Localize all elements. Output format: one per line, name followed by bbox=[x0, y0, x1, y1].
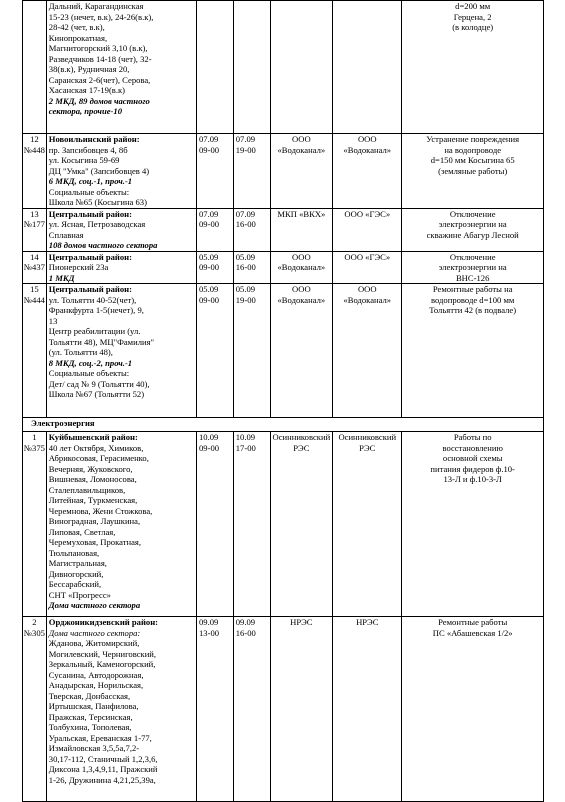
address-line: Диксона 1,3,4,9,11, Пражский bbox=[48, 764, 158, 774]
reason-cell bbox=[402, 617, 544, 802]
address-line: Социальные объекты: bbox=[48, 368, 130, 378]
reason-cell bbox=[402, 251, 544, 284]
address-line: 15-23 (нечет, в.к), 24-26(в.к), bbox=[48, 11, 154, 22]
reason-cell bbox=[402, 134, 544, 209]
table-row bbox=[23, 617, 544, 802]
address-line: сектора, прочие-10 bbox=[48, 106, 122, 116]
end-date: 10.09 bbox=[235, 432, 256, 442]
address-line: 28-42 (чет, в.к), bbox=[48, 22, 105, 32]
end-time: 19-00 bbox=[235, 294, 256, 305]
row-number bbox=[23, 432, 47, 617]
cell-line: 13-Л и ф.10-3-Л bbox=[443, 474, 502, 484]
address-line: Центральный район: bbox=[48, 284, 132, 294]
address-line: Разведчиков 14-18 (чет), 32- bbox=[48, 53, 152, 64]
organization-cell bbox=[333, 1, 402, 134]
address-line: СНТ «Прогресс» bbox=[48, 589, 111, 600]
executor-cell bbox=[270, 251, 333, 284]
cell-line: (земляные работы) bbox=[438, 165, 508, 176]
row-id: №375 bbox=[23, 442, 45, 453]
end-date: 07.09 bbox=[235, 208, 256, 219]
address-line: Толбухина, Тополевая, bbox=[48, 722, 132, 732]
row-number bbox=[23, 134, 47, 209]
address-cell bbox=[46, 1, 196, 134]
organization-cell bbox=[333, 134, 402, 209]
address-line: Тверская, Донбасская, bbox=[48, 690, 131, 701]
address-cell bbox=[46, 208, 196, 251]
address-line: Зеркальный, Каменогорский, bbox=[48, 659, 156, 669]
cell-line: Отключение bbox=[449, 208, 496, 219]
cell-line: Устранение повреждения bbox=[426, 134, 520, 144]
address-line: Вишневая, Ломоносова, bbox=[48, 474, 137, 484]
organization-cell bbox=[333, 432, 402, 617]
address-line: Центральный район: bbox=[48, 251, 132, 262]
address-line: ул. Косыгина 59-69 bbox=[48, 155, 120, 165]
cell-line: Работы по bbox=[453, 432, 492, 442]
cell-line: ООО bbox=[292, 284, 311, 294]
address-line: ул. Тольятти 40-52(чет), bbox=[48, 294, 137, 305]
address-line: Кинопрокатная, bbox=[48, 32, 108, 43]
cell-line: РЭС bbox=[293, 442, 310, 453]
cell-line: ООО bbox=[292, 134, 311, 144]
address-line: 13 bbox=[48, 315, 58, 326]
start-date: 10.09 bbox=[199, 432, 219, 442]
cell-line: Осинниковский bbox=[272, 432, 331, 442]
address-cell bbox=[46, 617, 196, 802]
cell-line: на водопроводе bbox=[444, 144, 502, 155]
address-line: 1-26, Дружинина 4,21,25,39а, bbox=[48, 774, 156, 785]
cell-line: питания фидеров ф.10- bbox=[430, 463, 515, 474]
address-line: Дома частного сектора bbox=[48, 600, 141, 610]
address-line: Литейная, Туркменская, bbox=[48, 495, 138, 505]
organization-cell bbox=[333, 617, 402, 802]
cell-line: Герцена, 2 bbox=[453, 11, 492, 22]
cell-line: Отключение bbox=[449, 251, 496, 262]
address-line: Дальний, Карагандинская bbox=[48, 1, 144, 11]
cell-line: ООО bbox=[357, 134, 377, 144]
address-line: ул. Ясная, Петрозаводская bbox=[48, 219, 146, 229]
address-line: 2 МКД, 89 домов частного bbox=[48, 95, 150, 106]
address-line: Социальные объекты: bbox=[48, 186, 130, 197]
address-line: Сплавная bbox=[48, 229, 84, 240]
organization-cell bbox=[333, 284, 402, 418]
end-datetime bbox=[233, 134, 270, 209]
end-datetime bbox=[233, 284, 270, 418]
end-time: 16-00 bbox=[235, 262, 256, 272]
address-line: 30,17-112, Станичный 1,2,3,6, bbox=[48, 753, 158, 764]
address-line: Куйбышевский район: bbox=[48, 432, 138, 442]
start-time: 13-00 bbox=[199, 627, 220, 638]
row-index: 12 bbox=[30, 134, 39, 144]
address-line: Анадырская, Норильская, bbox=[48, 680, 144, 690]
cell-line: ООО bbox=[292, 251, 311, 262]
cell-line: «Водоканал» bbox=[343, 144, 392, 155]
row-id: №305 bbox=[23, 627, 45, 638]
address-line: Липовая, Светлая, bbox=[48, 526, 116, 537]
table-row bbox=[23, 284, 544, 418]
row-index: 13 bbox=[30, 208, 39, 219]
address-cell bbox=[46, 284, 196, 418]
address-line: Вечерняя, Жуковского, bbox=[48, 463, 133, 474]
table-row bbox=[23, 432, 544, 617]
address-line: Центральный район: bbox=[48, 208, 132, 219]
start-date: 05.09 bbox=[199, 284, 219, 294]
row-id: №437 bbox=[23, 262, 45, 272]
address-line: Пионерский 23а bbox=[48, 262, 109, 272]
address-cell bbox=[46, 251, 196, 284]
cell-line: «Водоканал» bbox=[277, 262, 326, 272]
address-line: Тюльпановая, bbox=[48, 547, 100, 558]
row-number bbox=[23, 617, 47, 802]
address-line: Франкфурта 1-5(нечет), 9, bbox=[48, 305, 144, 315]
row-number bbox=[23, 1, 47, 134]
organization-cell bbox=[333, 251, 402, 284]
start-datetime bbox=[197, 134, 234, 209]
cell-line: НРЭС bbox=[356, 617, 379, 627]
address-line: Измайловская 3,5,5а,7,2- bbox=[48, 743, 140, 753]
row-index: 15 bbox=[30, 284, 39, 294]
executor-cell bbox=[270, 617, 333, 802]
executor-cell bbox=[270, 134, 333, 209]
address-line: Новоильинский район: bbox=[48, 134, 140, 144]
executor-cell bbox=[270, 432, 333, 617]
cell-line: Ремонтные работы на bbox=[432, 284, 513, 294]
cell-line: ООО bbox=[357, 284, 377, 294]
outage-table bbox=[22, 0, 544, 802]
address-line: Черемнова, Жени Стожкова, bbox=[48, 505, 153, 516]
address-line: Виноградная, Лаушкина, bbox=[48, 516, 141, 526]
address-line: Черемуховая, Прокатная, bbox=[48, 537, 141, 547]
start-date: 07.09 bbox=[199, 208, 219, 219]
row-number bbox=[23, 208, 47, 251]
cell-line: «Водоканал» bbox=[343, 294, 392, 305]
executor-cell bbox=[270, 284, 333, 418]
executor-cell bbox=[270, 208, 333, 251]
end-datetime bbox=[233, 251, 270, 284]
end-time: 16-00 bbox=[235, 219, 256, 229]
start-datetime bbox=[197, 284, 234, 418]
address-line: Сусанина, Автодорожная, bbox=[48, 669, 144, 680]
address-line: Магнитогорский 3,10 (в.к), bbox=[48, 43, 148, 53]
address-line: Иртышская, Панфилова, bbox=[48, 701, 139, 711]
end-datetime bbox=[233, 208, 270, 251]
cell-line: Ремонтные работы bbox=[438, 617, 508, 627]
address-line: Школа №67 (Тольятти 52) bbox=[48, 389, 145, 399]
end-datetime bbox=[233, 617, 270, 802]
table-row bbox=[23, 208, 544, 251]
address-line: 8 МКД, соц.-2, проч.-1 bbox=[48, 357, 133, 368]
cell-line: ПС «Абашевская 1/2» bbox=[432, 627, 513, 638]
cell-line: «Водоканал» bbox=[277, 144, 326, 155]
address-line: Жданова, Житомирский, bbox=[48, 638, 140, 648]
address-line: Центр реабилитации (ул. bbox=[48, 326, 141, 336]
end-date: 09.09 bbox=[235, 617, 256, 627]
cell-line: скважине Абагур Лесной bbox=[426, 229, 519, 240]
address-line: Сталеплавильщиков, bbox=[48, 484, 126, 495]
address-line: Хасанская 17-19(в.к) bbox=[48, 85, 126, 95]
row-id: №177 bbox=[23, 219, 45, 229]
end-time: 16-00 bbox=[235, 627, 256, 638]
cell-line: восстановлению bbox=[442, 442, 503, 453]
row-id: №444 bbox=[23, 294, 45, 305]
end-date: 05.09 bbox=[235, 284, 256, 294]
cell-line: МКП «ВКХ» bbox=[277, 208, 326, 219]
cell-line: d=150 мм Косыгина 65 bbox=[430, 155, 515, 165]
address-line: Бессарабский, bbox=[48, 579, 102, 589]
start-date: 05.09 bbox=[199, 251, 219, 262]
address-line: Могилевский, Черниговский, bbox=[48, 648, 157, 659]
reason-cell bbox=[402, 284, 544, 418]
section-row bbox=[23, 418, 544, 432]
address-line: ДЦ "Умка" (Запсибовцев 4) bbox=[48, 165, 150, 176]
cell-line: электроэнергии на bbox=[438, 219, 507, 229]
address-line: Дет/ сад № 9 (Тольятти 40), bbox=[48, 378, 150, 389]
cell-line: РЭС bbox=[359, 442, 376, 453]
table-row bbox=[23, 251, 544, 284]
end-datetime bbox=[233, 432, 270, 617]
table-row bbox=[23, 1, 544, 134]
address-line: Магистральная, bbox=[48, 558, 107, 568]
address-line: Орджоникидзевский район: bbox=[48, 617, 159, 627]
cell-line: электроэнергии на bbox=[438, 262, 507, 272]
end-date: 07.09 bbox=[235, 134, 256, 144]
start-time: 09-00 bbox=[199, 442, 220, 453]
start-time: 09-00 bbox=[199, 294, 220, 305]
organization-cell bbox=[333, 208, 402, 251]
end-time: 19-00 bbox=[235, 144, 256, 155]
row-number bbox=[23, 251, 47, 284]
section-title: Электроэнергия bbox=[23, 418, 544, 432]
cell-line: Осинниковский bbox=[338, 432, 397, 442]
start-datetime bbox=[197, 1, 234, 134]
row-index: 2 bbox=[32, 617, 37, 627]
reason-cell bbox=[402, 208, 544, 251]
cell-line: ООО «ГЭС» bbox=[344, 251, 391, 262]
cell-line: ООО «ГЭС» bbox=[344, 208, 391, 219]
table-row bbox=[23, 134, 544, 209]
start-date: 09.09 bbox=[199, 617, 219, 627]
end-datetime bbox=[233, 1, 270, 134]
address-cell bbox=[46, 432, 196, 617]
row-id: №448 bbox=[23, 144, 45, 155]
cell-line: НРЭС bbox=[290, 617, 313, 627]
address-line: 108 домов частного сектора bbox=[48, 240, 158, 250]
cell-line: основной схемы bbox=[442, 453, 503, 463]
start-date: 07.09 bbox=[199, 134, 219, 144]
address-line: Тольятти 48), МЦ"Фамилия" bbox=[48, 336, 155, 347]
cell-line: ВНС-126 bbox=[455, 272, 490, 283]
cell-line: Тольятти 42 (в подвале) bbox=[429, 305, 517, 315]
address-cell bbox=[46, 134, 196, 209]
cell-line: «Водоканал» bbox=[277, 294, 326, 305]
address-line: (ул. Тольятти 48), bbox=[48, 347, 113, 357]
address-line: Абрикосовая, Герасименко, bbox=[48, 453, 149, 463]
executor-cell bbox=[270, 1, 333, 134]
end-time: 17-00 bbox=[235, 442, 256, 453]
start-datetime bbox=[197, 432, 234, 617]
cell-line: d=200 мм bbox=[455, 1, 491, 11]
address-line: 6 МКД, соц.-1, проч.-1 bbox=[48, 176, 133, 186]
end-date: 05.09 bbox=[235, 251, 256, 262]
address-line: Уральская, Ереванская 1-77, bbox=[48, 732, 152, 743]
cell-line: (в колодце) bbox=[452, 22, 494, 32]
address-line: Саранская 2-6(чет), Серова, bbox=[48, 74, 151, 85]
row-index: 1 bbox=[32, 432, 37, 442]
row-index: 14 bbox=[30, 251, 39, 262]
reason-cell bbox=[402, 1, 544, 134]
start-time: 09-00 bbox=[199, 219, 220, 229]
start-datetime bbox=[197, 617, 234, 802]
reason-cell bbox=[402, 432, 544, 617]
address-line: 40 лет Октября, Химиков, bbox=[48, 442, 144, 453]
address-line: Дивногорский, bbox=[48, 568, 104, 579]
address-line: 38(в.к), Рудничная 20, bbox=[48, 64, 130, 74]
cell-line: водопроводе d=100 мм bbox=[431, 294, 515, 305]
address-line: Школа №65 (Косыгина 63) bbox=[48, 197, 147, 207]
start-datetime bbox=[197, 208, 234, 251]
address-line: Пражская, Терсинская, bbox=[48, 711, 133, 722]
address-line: Дома частного сектора: bbox=[48, 627, 141, 638]
start-time: 09-00 bbox=[199, 144, 220, 155]
address-line: 1 МКД bbox=[48, 272, 75, 283]
start-datetime bbox=[197, 251, 234, 284]
address-line: пр. Запсибовцев 4, 8б bbox=[48, 144, 128, 155]
row-number bbox=[23, 284, 47, 418]
start-time: 09-00 bbox=[199, 262, 220, 272]
